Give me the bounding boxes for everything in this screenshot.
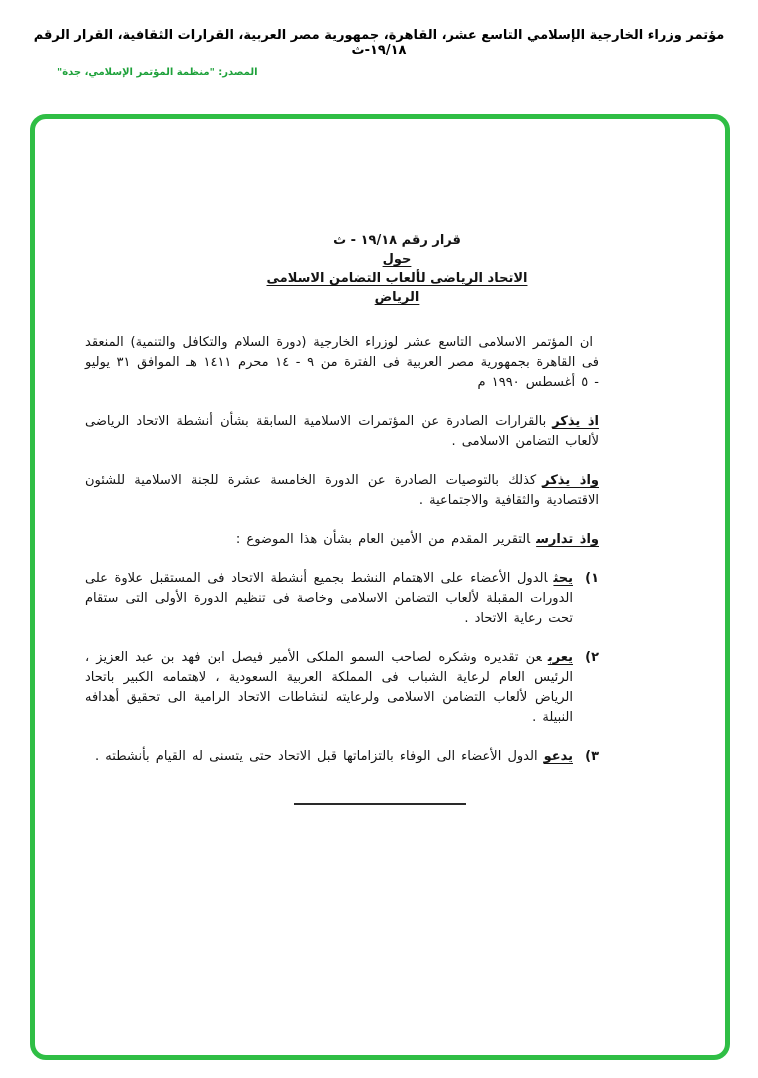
item-lead: يعرب [547,650,573,665]
paragraph-text: كذلك بالتوصيات الصادرة عن الدورة الخامسة عشرة للجنة الاسلامية للشئون الاقتصادية والثقافية والاجتماعية . [85,473,599,508]
item-lead: يحث [553,571,573,586]
scanned-document-frame [30,114,730,1060]
end-divider [294,803,466,805]
item-number: ٢) [585,650,599,665]
list-item [85,569,599,629]
item-number: ١) [585,571,599,586]
list-item [85,648,599,728]
paragraph-having-studied [85,530,599,550]
item-number: ٣) [585,749,599,764]
heading-line-about: حول [382,252,412,267]
document-body [35,119,725,805]
paragraph-recalling-also [85,471,599,511]
paragraph-text: بالقرارات الصادرة عن المؤتمرات الاسلامية السابقة بشأن أنشطة الاتحاد الرياضى لألعاب التضامن الاسلامى . [85,414,599,449]
item-text [85,747,573,767]
list-item [85,747,599,767]
item-text [85,648,573,728]
paragraph-lead: واذ يذكر [542,473,600,488]
item-text [85,569,573,629]
page-title: مؤتمر وزراء الخارجية الإسلامي التاسع عشر، القاهرة، جمهورية مصر العربية، القرارات الثقافية، القرار الرقم ١٩/١٨-ث [33,28,725,58]
paragraph-text: ان المؤتمر الاسلامى التاسع عشر لوزراء الخارجية (دورة السلام والتكافل والتنمية) المنعقد فى القاهرة بجمهورية مصر العربية فى الفترة من ٩ - ١٤ محرم ١٤١١ هـ الموافق ٣١ يوليو - ٥ أغسطس ١٩٩٠ م [85,335,599,390]
heading-line-subject: الاتحاد الرياضى لألعاب التضامن الاسلامى [266,271,528,286]
paragraph-preamble [85,333,599,393]
paragraph-lead: واذ تدارس [536,532,599,547]
item-body: الدول الأعضاء على الاهتمام النشط بجميع أنشطة الاتحاد فى المستقبل علاوة على الدورات المقبلة لألعاب التضامن الاسلامى وخاصة فى تنظيم الدورة الأولى التى ستقام تحت رعاية الاتحاد . [85,571,573,626]
paragraph-recalling [85,412,599,452]
source-label: المصدر: "منظمة المؤتمر الإسلامي، جدة" [57,67,258,78]
item-body: عن تقديره وشكره لصاحب السمو الملكى الأمير فيصل ابن فهد بن عبد العزيز ، الرئيس العام لرعاية الشباب فى المملكة العربية السعودية ، لاهتمامه الكبير باتحاد الرياض لألعاب التضامن الاسلامى ولرعايته لنشاطات الاتحاد الرامية الى تحقيق أهدافه النبيلة . [85,650,573,725]
heading-line-number: قرار رقم ١٩/١٨ - ث [333,233,461,248]
paragraph-lead: اذ يذكر [552,414,599,429]
resolution-heading [195,231,599,307]
item-lead: يدعو [543,749,573,764]
heading-line-city: الرياض [374,290,420,305]
item-body: الدول الأعضاء الى الوفاء بالتزاماتها قبل الاتحاد حتى يتسنى له القيام بأنشطته . [95,749,538,764]
paragraph-text: التقرير المقدم من الأمين العام بشأن هذا الموضوع : [235,532,531,547]
